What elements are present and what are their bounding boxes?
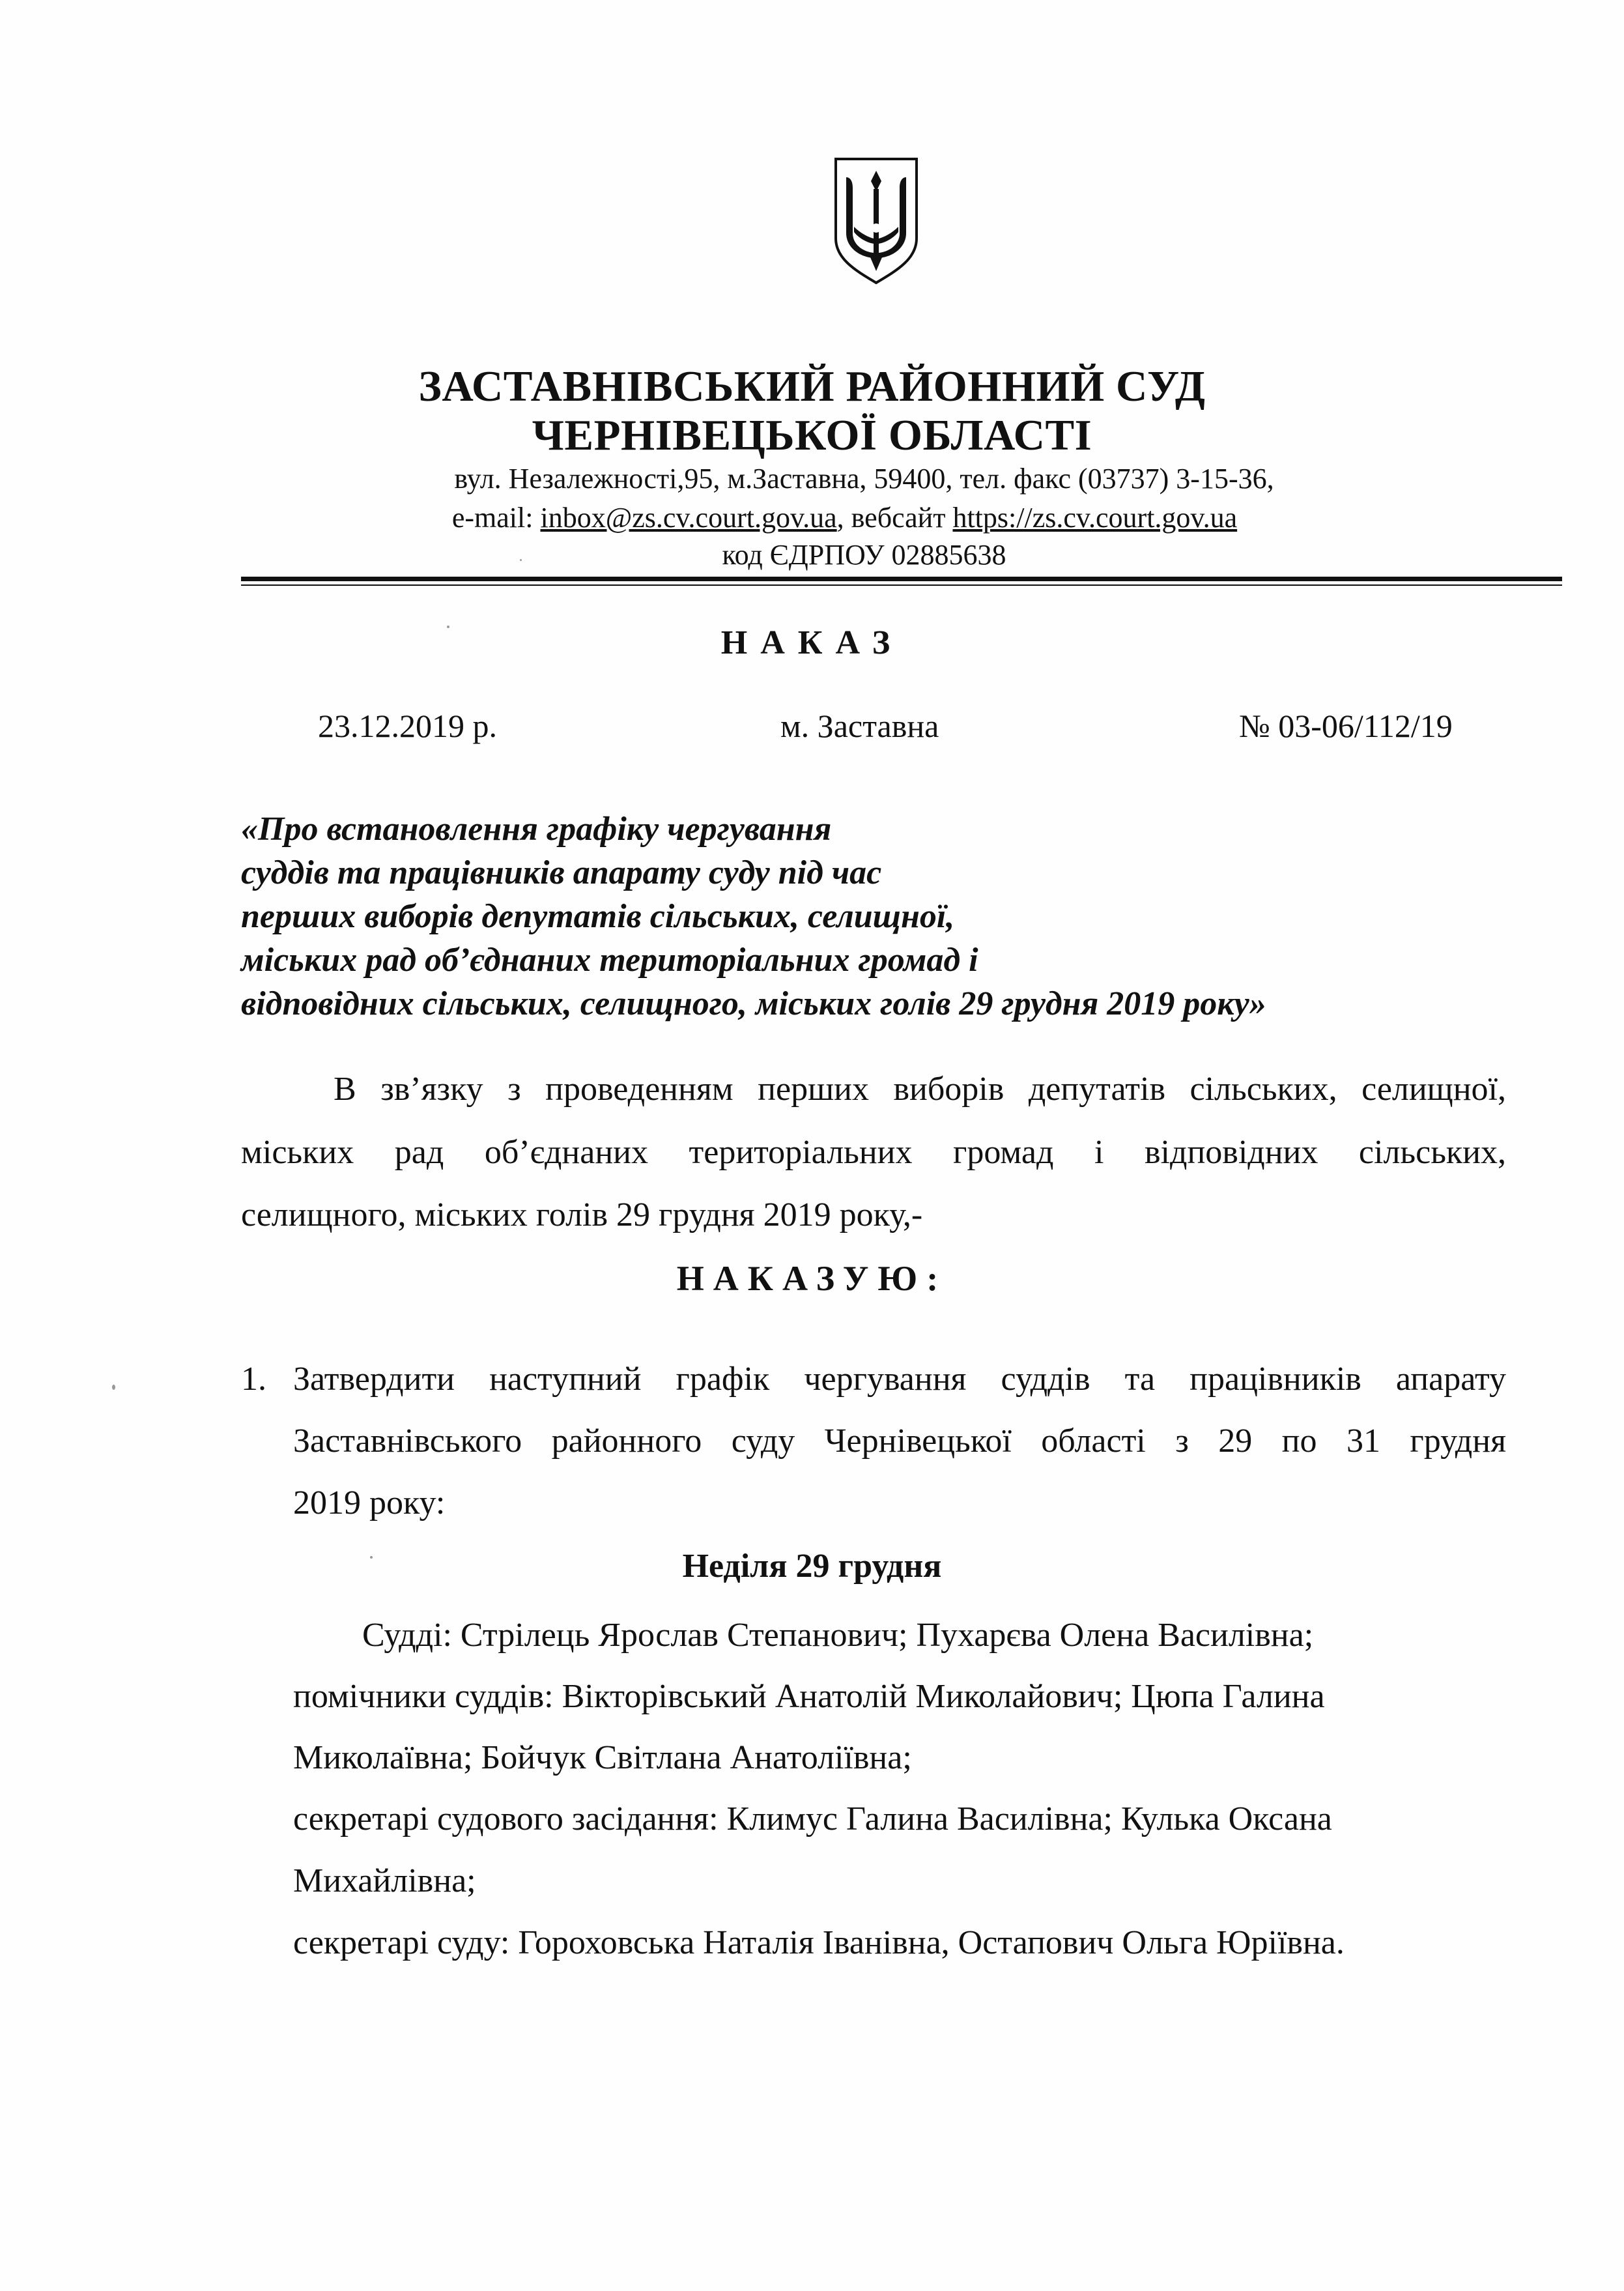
ukraine-trident-coat-of-arms-icon: [831, 155, 922, 285]
schedule-line: Судді: Стрілець Ярослав Степанович; Пухарєва Олена Василівна;: [362, 1617, 1314, 1654]
order-directive-heading: НАКАЗУЮ:: [676, 1259, 948, 1298]
item-line: Заставнівського районного суду Чернівецької області з 29 по 31 грудня: [293, 1422, 1506, 1460]
scan-speck: [520, 559, 522, 561]
subject-line: перших виборів депутатів сільських, селищної,: [241, 898, 955, 935]
header-divider-thick: [241, 577, 1562, 581]
schedule-day-heading: Неділя 29 грудня: [682, 1548, 942, 1585]
header-divider-thin: [241, 584, 1562, 586]
edrpou-code: код ЄДРПОУ 02885638: [722, 539, 1006, 571]
item-number: 1.: [241, 1361, 266, 1398]
preamble-line: В зв’язку з проведенням перших виборів депутатів сільських, селищної,: [334, 1071, 1506, 1108]
court-name-line2: ЧЕРНІВЕЦЬКОЇ ОБЛАСТІ: [532, 411, 1092, 459]
item-line: 2019 року:: [293, 1484, 446, 1521]
email-link[interactable]: inbox@zs.cv.court.gov.ua: [540, 502, 837, 534]
schedule-line: Михайлівна;: [293, 1862, 476, 1899]
scan-speck: [447, 626, 449, 628]
order-title: НАКАЗ: [720, 624, 904, 661]
court-name-line1: ЗАСТАВНІВСЬКИЙ РАЙОННИЙ СУД: [418, 362, 1206, 411]
website-link[interactable]: https://zs.cv.court.gov.ua: [952, 502, 1238, 534]
scan-speck: [370, 1556, 373, 1559]
item-line: Затвердити наступний графік чергування суддів та працівників апарату: [293, 1361, 1506, 1398]
preamble-line: міських рад об’єднаних територіальних громад і відповідних сільських,: [241, 1134, 1506, 1171]
order-city: м. Заставна: [780, 708, 939, 744]
scan-speck: [112, 1385, 115, 1390]
court-address: вул. Незалежності,95, м.Заставна, 59400, тел. факс (03737) 3-15-36,: [454, 463, 1274, 495]
schedule-line: секретарі судового засідання: Климус Галина Василівна; Кулька Оксана: [293, 1800, 1332, 1837]
preamble-line: селищного, міських голів 29 грудня 2019 року,-: [241, 1196, 923, 1233]
subject-line: суддів та працівників апарату суду під час: [241, 854, 882, 891]
subject-line: відповідних сільських, селищного, міських голів 29 грудня 2019 року»: [241, 985, 1266, 1022]
subject-line: «Про встановлення графіку чергування: [241, 811, 832, 848]
website-label: , вебсайт: [836, 502, 953, 534]
schedule-line: секретарі суду: Гороховська Наталія Іванівна, Остапович Ольга Юріївна.: [293, 1924, 1345, 1961]
schedule-line: помічники суддів: Вікторівський Анатолій Миколайович; Цюпа Галина: [293, 1678, 1325, 1715]
schedule-line: Миколаївна; Бойчук Світлана Анатоліївна;: [293, 1739, 912, 1776]
order-number: № 03-06/112/19: [1239, 708, 1453, 744]
email-label: e-mail:: [451, 502, 541, 534]
order-date: 23.12.2019 р.: [318, 708, 497, 744]
subject-line: міських рад об’єднаних територіальних громад і: [241, 942, 978, 979]
court-contacts: [33, 498, 1624, 538]
